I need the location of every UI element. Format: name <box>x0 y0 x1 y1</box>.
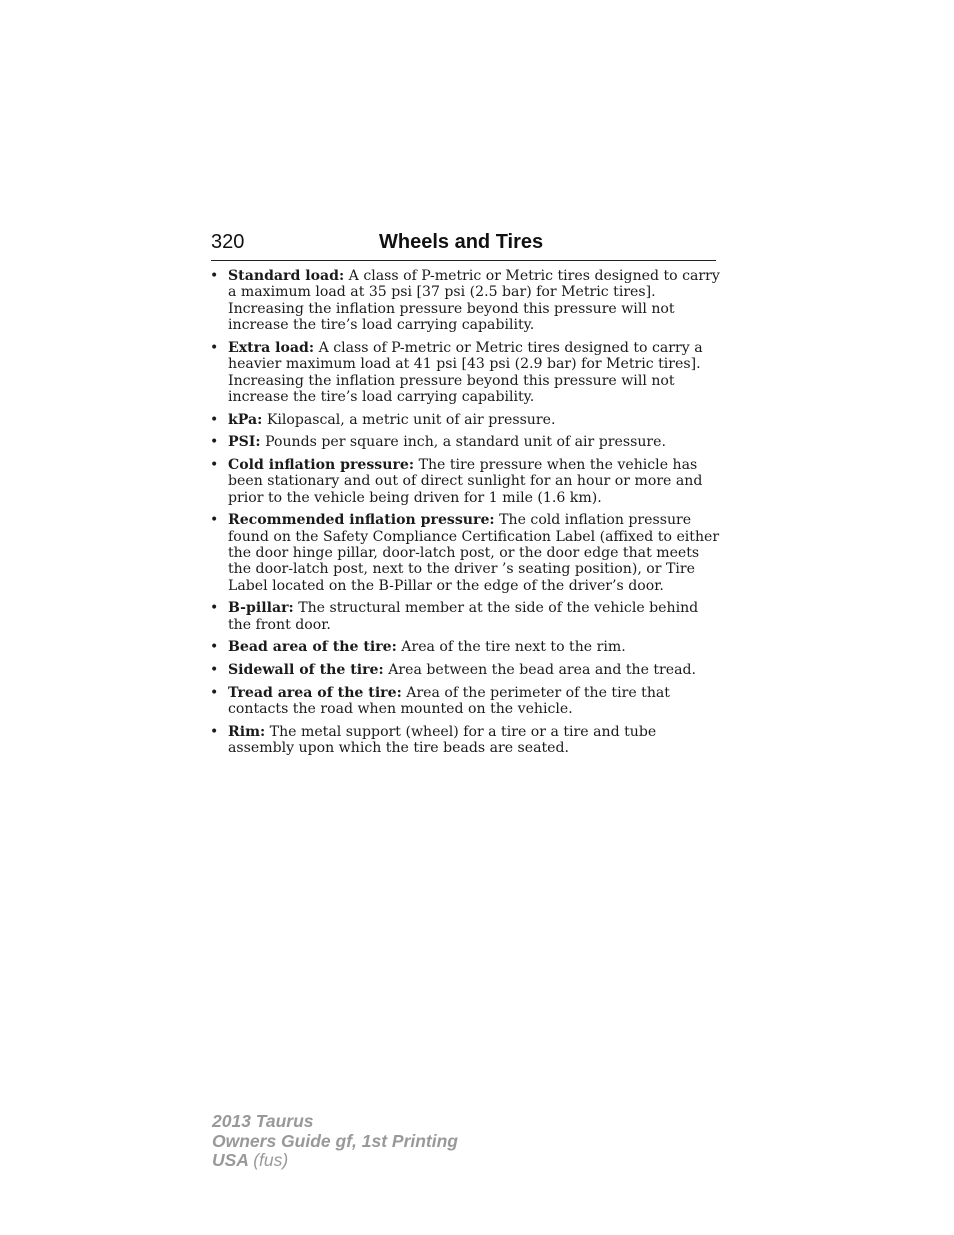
term-label: Tread area of the tire: <box>228 684 402 701</box>
bullet-icon: • <box>210 456 219 473</box>
bullet-icon: • <box>210 639 219 656</box>
bullet-icon: • <box>210 512 219 529</box>
bullet-icon: • <box>210 600 219 617</box>
print-footer <box>212 1112 458 1171</box>
list-item <box>210 724 720 757</box>
bullet-icon: • <box>210 662 219 679</box>
term-definition: Area of the tire next to the rim. <box>401 639 626 656</box>
list-item <box>210 685 720 718</box>
term-definition: Area between the bead area and the tread. <box>388 662 697 679</box>
list-item <box>210 457 720 506</box>
bullet-icon: • <box>210 723 219 740</box>
glossary-list <box>210 268 720 763</box>
page-header <box>211 229 716 261</box>
term-definition: The cold inflation pressure found on the Safety Compliance Certification Label (affixed to either the door hinge pillar, door-latch post, or the door edge that meets the door-latch post, next to the driver ’s seating position), or Tire Label located on the B-Pillar or the edge of the driver’s door. <box>228 512 720 594</box>
list-item <box>210 512 720 594</box>
list-item <box>210 662 720 678</box>
bullet-icon: • <box>210 411 219 428</box>
term-label: Sidewall of the tire: <box>228 662 384 679</box>
list-item <box>210 600 720 633</box>
footer-model: 2013 Taurus <box>212 1111 314 1131</box>
bullet-icon: • <box>210 268 219 284</box>
list-item <box>210 639 720 655</box>
term-definition: Pounds per square inch, a standard unit of air pressure. <box>265 434 666 451</box>
term-label: kPa: <box>228 411 263 428</box>
bullet-icon: • <box>210 339 219 356</box>
footer-region: USA <box>212 1150 249 1170</box>
term-label: PSI: <box>228 434 261 451</box>
term-label: Cold inflation pressure: <box>228 456 415 473</box>
section-title: Wheels and Tires <box>379 231 544 253</box>
term-definition: The metal support (wheel) for a tire or a tire and tube assembly upon which the tire beads are seated. <box>228 723 657 757</box>
bullet-icon: • <box>210 684 219 701</box>
term-label: Bead area of the tire: <box>228 639 397 656</box>
term-definition: A class of P-metric or Metric tires designed to carry a maximum load at 35 psi [37 psi (2.5 bar) for Metric tires]. Increasing the inflation pressure beyond this pressure will not increase the tire’s load carrying capability. <box>228 268 720 334</box>
footer-region-code: (fus) <box>253 1150 289 1170</box>
term-label: Standard load: <box>228 268 345 284</box>
term-definition: A class of P-metric or Metric tires designed to carry a heavier maximum load at 41 psi [43 psi (2.9 bar) for Metric tires]. Increasing the inflation pressure beyond this pressure will not increase the tire’s load carrying capability. <box>228 339 703 406</box>
list-item <box>210 434 720 450</box>
list-item <box>210 340 720 406</box>
list-item <box>210 412 720 428</box>
term-label: Extra load: <box>228 339 315 356</box>
term-definition: Kilopascal, a metric unit of air pressure. <box>266 411 556 428</box>
footer-edition: Owners Guide gf, 1st Printing <box>212 1130 458 1151</box>
term-definition: The tire pressure when the vehicle has been stationary and out of direct sunlight for an hour or more and prior to the vehicle being driven for 1 mile (1.6 km). <box>228 456 703 506</box>
term-label: Recommended inflation pressure: <box>228 512 495 529</box>
footer-region-line <box>212 1151 458 1171</box>
term-label: Rim: <box>228 723 266 740</box>
term-label: B-pillar: <box>228 600 294 617</box>
list-item <box>210 268 720 334</box>
term-definition: The structural member at the side of the vehicle behind the front door. <box>228 600 699 633</box>
term-definition: Area of the perimeter of the tire that contacts the road when mounted on the vehicle. <box>228 684 670 718</box>
bullet-icon: • <box>210 434 219 451</box>
page-number: 320 <box>211 231 245 253</box>
